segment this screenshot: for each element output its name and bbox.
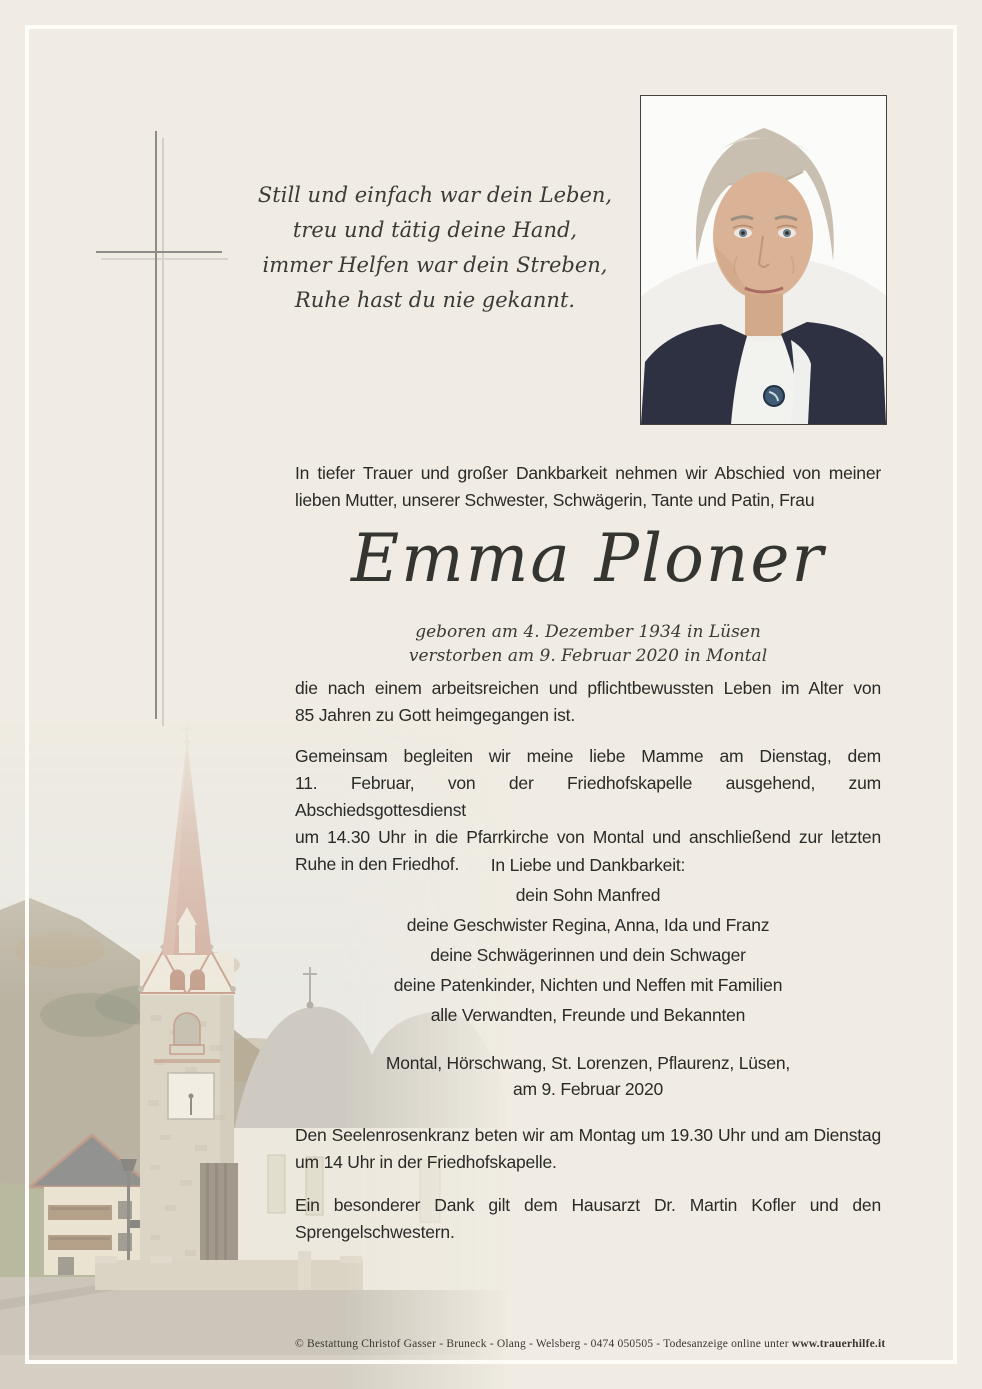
intro-paragraph: In tiefer Trauer und großer Dankbarkeit nehmen wir Abschied von meiner lieben Mutter, unserer Schwester, Schwägerin, Tante und Patin, Frau (295, 463, 881, 510)
mourners-list (295, 850, 881, 1030)
death-date: verstorben am 9. Februar 2020 in Montal (408, 646, 768, 666)
rosary-paragraph: Den Seelenrosenkranz beten wir am Montag um 19.30 Uhr und am Dienstag um 14 Uhr in der Friedhofskapelle. (295, 1125, 881, 1172)
birth-date: geboren am 4. Dezember 1934 in Lüsen (415, 622, 761, 642)
mourners-lines: dein Sohn Manfred deine Geschwister Regina, Anna, Ida und Franz deine Schwägerinnen und dein Schwager deine Patenkinder, Nichten und Neffen mit Familien alle Verwandten, Freunde und Bekannten (393, 885, 783, 1025)
places-line: Montal, Hörschwang, St. Lorenzen, Pflaurenz, Lüsen, am 9. Februar 2020 (385, 1053, 791, 1099)
mourners-heading: In Liebe und Dankbarkeit: (490, 855, 686, 875)
portrait-photo (640, 95, 887, 425)
poem: Still und einfach war dein Leben, treu und tätig deine Hand, immer Helfen war dein Streben, Ruhe hast du nie gekannt. (257, 183, 613, 312)
funeral-paragraph: Gemeinsam begleiten wir meine liebe Mamme am Dienstag, dem 11. Februar, von der Friedhofskapelle ausgehend, zum Abschiedsgottesdienst um 14.30 Uhr in die Pfarrkirche von Montal und anschließend zur letzten Ruhe in den Friedhof. (295, 746, 881, 874)
footer (295, 1338, 886, 1350)
footer-website: www.trauerhilfe.it (791, 1338, 886, 1350)
life-dates (295, 620, 881, 668)
thanks-paragraph: Ein besonderer Dank gilt dem Hausarzt Dr. Martin Kofler und den Sprengelschwestern. (295, 1195, 881, 1242)
life-paragraph: die nach einem arbeitsreichen und pflichtbewussten Leben im Alter von 85 Jahren zu Gott heimgegangen ist. (295, 678, 881, 725)
deceased-name: Emma Ploner (350, 520, 826, 597)
footer-text: © Bestattung Christof Gasser - Bruneck - Olang - Welsberg - 0474 050505 - Todesanzeige online unter (295, 1338, 789, 1350)
